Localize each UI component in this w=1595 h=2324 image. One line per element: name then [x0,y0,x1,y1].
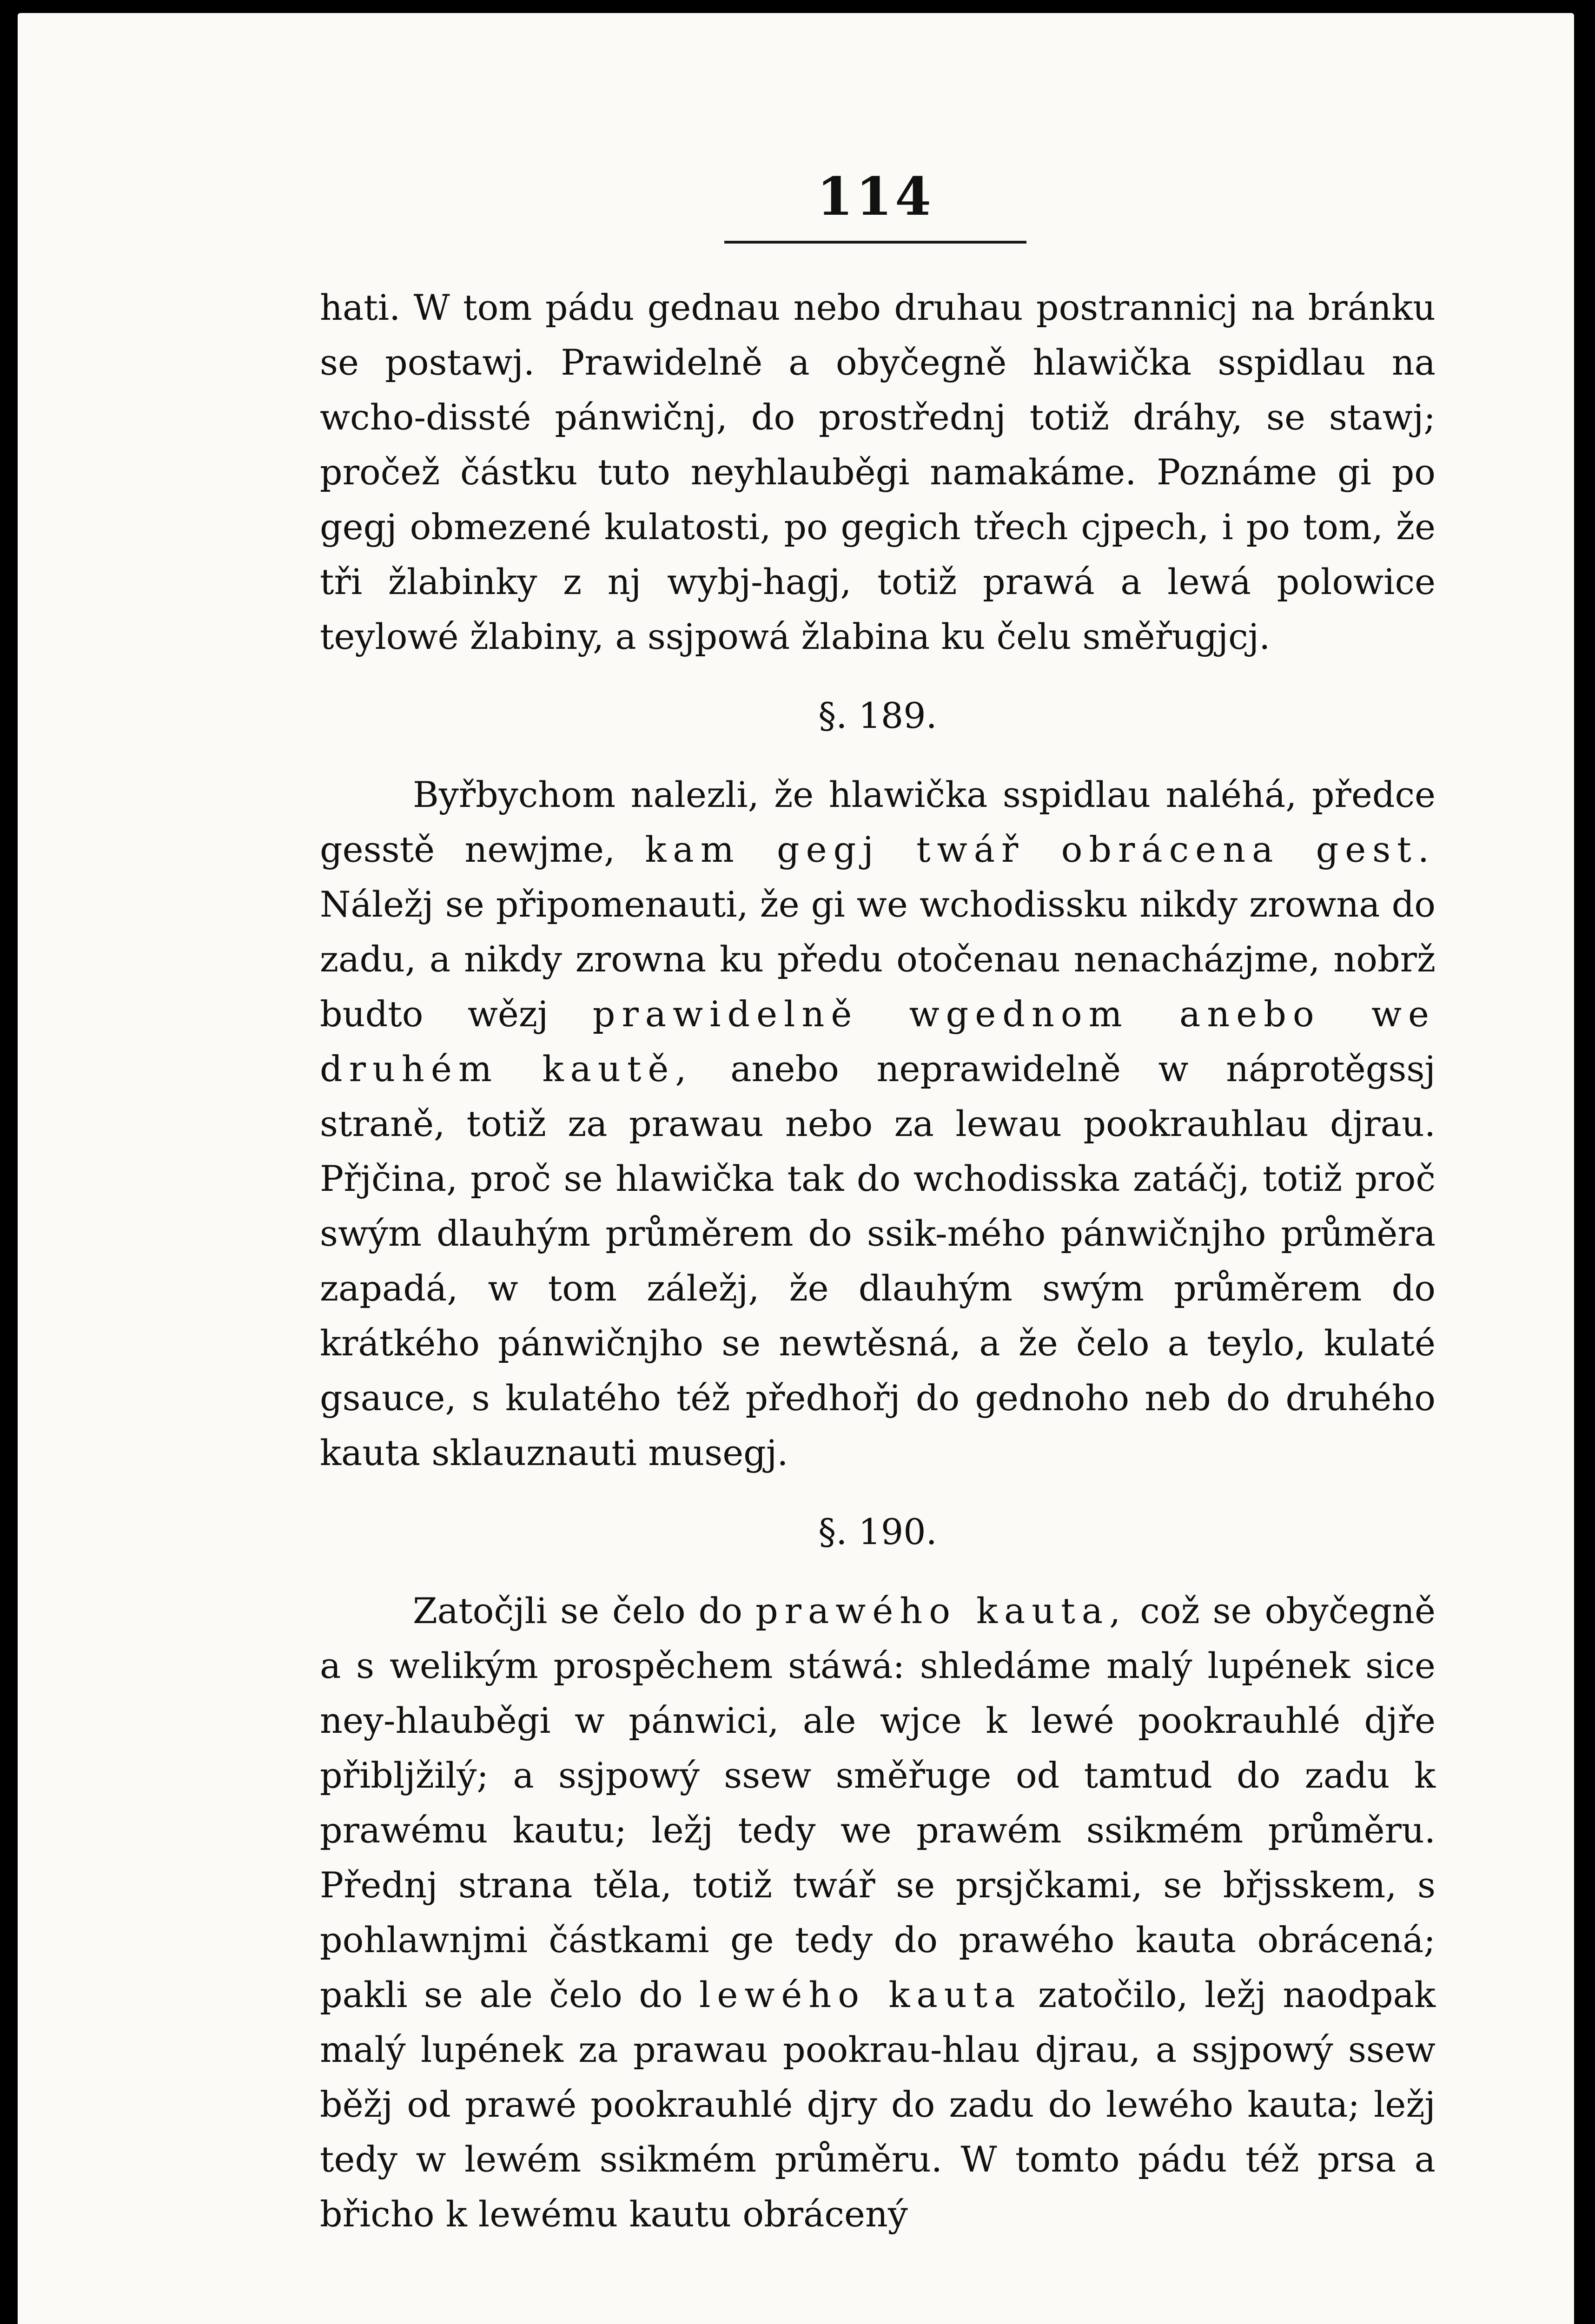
section-heading-189: §. 189. [818,695,937,736]
paragraph-190-text-c: což se obyčegně a s welikým prospěchem stáwá: shledáme malý lupének sice ney-hlauběgi w pánwici, ale wjce k lewé pookrauhlé djře přibljžilý; a ssjpowý ssew směřuge od tamtud do zadu k prawému kautu; ležj tedy we prawém ssikmém průměru. Přednj strana těla, totiž twář se prsjčkami, se břjsskem, s pohlawnjmi částkami ge tedy do prawého kauta obrácená; pakli se ale čelo do [320,1590,1436,2015]
page-number: 114 [817,166,934,227]
emphasis-prawidelne: prawidelně wgednom anebo we druhém kautě, [320,993,1436,1089]
paragraph-189-text-e: anebo neprawidelně w náprotěgssj straně, totiž za prawau nebo za lewau pookrauhlau djrau. Přjčina, proč se hlawička tak do wchodisska zatáčj, totiž proč swým dlauhým průměrem do ssik-mého pánwičnjho průměra zapadá, w tom záležj, že dlauhým swým průměrem do krátkého pánwičnjho se newtěsná, a že čelo a teylo, kulaté gsauce, s kulatého též předhořj do gednoho neb do druhého kauta sklauznauti musegj. [320,1048,1436,1473]
paragraph-190-text-a: Zatočjli se čelo do [413,1590,743,1631]
paragraph-189-text-a: Byřbychom nalezli, že hlawička sspidlau naléhá, předce gesstě newjme, [320,774,1436,870]
paragraph-continued: hati. W tom pádu gednau nebo druhau postrannicj na bránku se postawj. Prawidelně a obyčegně hlawička sspidlau na wcho-dissté pánwičnj, do prostřednj totiž dráhy, se stawj; pročež částku tuto neyhlauběgi namakáme. Poznáme gi po gegj obmezené kulatosti, po gegich třech cjpech, i po tom, že tři žlabinky z nj wybj-hagj, totiž prawá a lewá polowice teylowé žlabiny, a ssjpowá žlabina ku čelu směřugjcj. [320,287,1436,657]
emphasis-praweho-kauta: prawého kauta, [755,1590,1127,1631]
page-body [320,280,1436,2242]
paragraph-189-text-c: Náležj se připomenauti, že gi we wchodissku nikdy zrowna do zadu, a nikdy zrowna ku předu otočenau nenacházjme, nobrž budto wězj [320,884,1436,1035]
header-rule [724,241,1026,244]
section-heading-190: §. 190. [818,1511,937,1552]
paragraph-190 [320,1584,1436,2242]
emphasis-leweho-kauta: lewého kauta [699,1974,1022,2015]
paragraph-190-text-e: zatočilo, ležj naodpak malý lupének za prawau pookrau-hlau djrau, a ssjpowý ssew běžj od prawé pookrauhlé djry do zadu do lewého kauta; ležj tedy w lewém ssikmém průměru. W tomto pádu též prsa a břicho k lewému kautu obrácený [320,1974,1436,2235]
book-page [18,13,1574,2324]
emphasis-kam-gegj-twar: kam gegj twář obrácena gest. [645,829,1436,870]
paragraph-189 [320,767,1436,1480]
